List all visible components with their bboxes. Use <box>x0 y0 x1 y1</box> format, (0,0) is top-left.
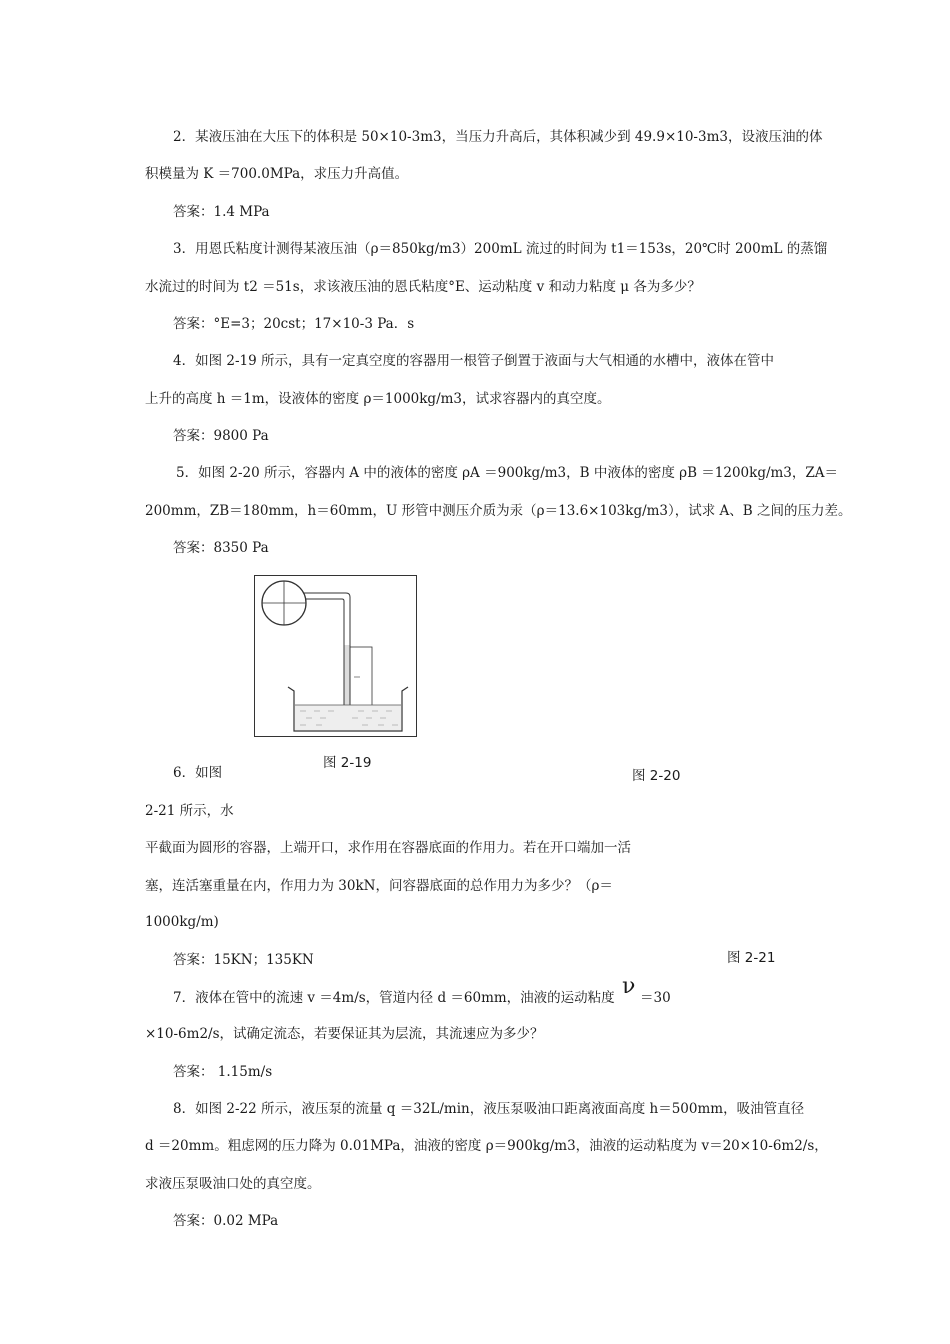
problem-4-line-1: 4．如图 2-19 所示，具有一定真空度的容器用一根管子倒置于液面与大气相通的水槽中，液体在管中 <box>173 353 774 369</box>
problem-7-line-1: 7．液体在管中的流速 v ＝4m/s，管道内径 d ＝60mm，油液的运动粘度 <box>173 990 615 1006</box>
problem-8-answer: 答案：0.02 MPa <box>173 1213 279 1229</box>
problem-5-line-2: 200mm，ZB＝180mm，h＝60mm，U 形管中测压介质为汞（ρ＝13.6×103kg/m3），试求 A、B 之间的压力差。 <box>145 503 852 519</box>
problem-2-line-1: 2．某液压油在大压下的体积是 50×10-3m3，当压力升高后，其体积减少到 49.9×10-3m3，设液压油的体 <box>173 129 823 145</box>
problem-6-line-1: 6．如图 <box>173 765 223 781</box>
problem-7-answer: 答案： 1.15m/s <box>173 1064 273 1080</box>
problem-6-line-2: 2-21 所示，水 <box>145 803 234 819</box>
problem-5-answer: 答案：8350 Pa <box>173 540 269 556</box>
figure-2-20-caption: 图 2-20 <box>632 768 681 784</box>
problem-2-line-2: 积模量为 K ＝700.0MPa，求压力升高值。 <box>145 166 409 182</box>
problem-7-line-1-value: ＝30 <box>640 990 671 1006</box>
figure-2-19-diagram <box>254 575 417 737</box>
figure-2-21-caption: 图 2-21 <box>727 950 776 966</box>
problem-6-line-4: 塞，连活塞重量在内，作用力为 30kN，问容器底面的总作用力为多少？（ρ＝ <box>145 878 613 894</box>
figure-2-19-caption: 图 2-19 <box>323 755 372 771</box>
problem-3-answer: 答案：°E=3；20cst；17×10-3 Pa．s <box>173 316 415 332</box>
problem-8-line-3: 求液压泵吸油口处的真空度。 <box>145 1176 321 1192</box>
problem-3-line-1: 3．用恩氏粘度计测得某液压油（ρ＝850kg/m3）200mL 流过的时间为 t1＝153s，20℃时 200mL 的蒸馏 <box>173 241 828 257</box>
problem-4-line-2: 上升的高度 h ＝1m，设液体的密度 ρ＝1000kg/m3，试求容器内的真空度。 <box>145 391 611 407</box>
problem-8-line-2: d ＝20mm。粗虑网的压力降为 0.01MPa，油液的密度 ρ＝900kg/m3，油液的运动粘度为 v＝20×10-6m2/s， <box>145 1138 828 1154</box>
problem-7-line-2: ×10-6m2/s，试确定流态，若要保证其为层流，其流速应为多少？ <box>145 1026 544 1042</box>
problem-4-answer: 答案：9800 Pa <box>173 428 269 444</box>
problem-6-line-3: 平截面为圆形的容器，上端开口，求作用在容器底面的作用力。若在开口端加一活 <box>145 840 631 856</box>
nu-symbol: ν <box>622 974 636 999</box>
problem-6-line-5: 1000kg/m) <box>145 914 219 930</box>
problem-5-line-1: 5．如图 2-20 所示，容器内 A 中的液体的密度 ρA ＝900kg/m3，B 中液体的密度 ρB ＝1200kg/m3，ZA＝ <box>176 465 839 481</box>
problem-3-line-2: 水流过的时间为 t2 ＝51s，求该液压油的恩氏粘度°E、运动粘度 v 和动力粘度 μ 各为多少？ <box>145 279 701 295</box>
problem-8-line-1: 8．如图 2-22 所示，液压泵的流量 q ＝32L/min，液压泵吸油口距离液面高度 h＝500mm，吸油管直径 <box>173 1101 805 1117</box>
problem-6-answer: 答案：15KN；135KN <box>173 952 314 968</box>
problem-2-answer: 答案：1.4 MPa <box>173 204 270 220</box>
